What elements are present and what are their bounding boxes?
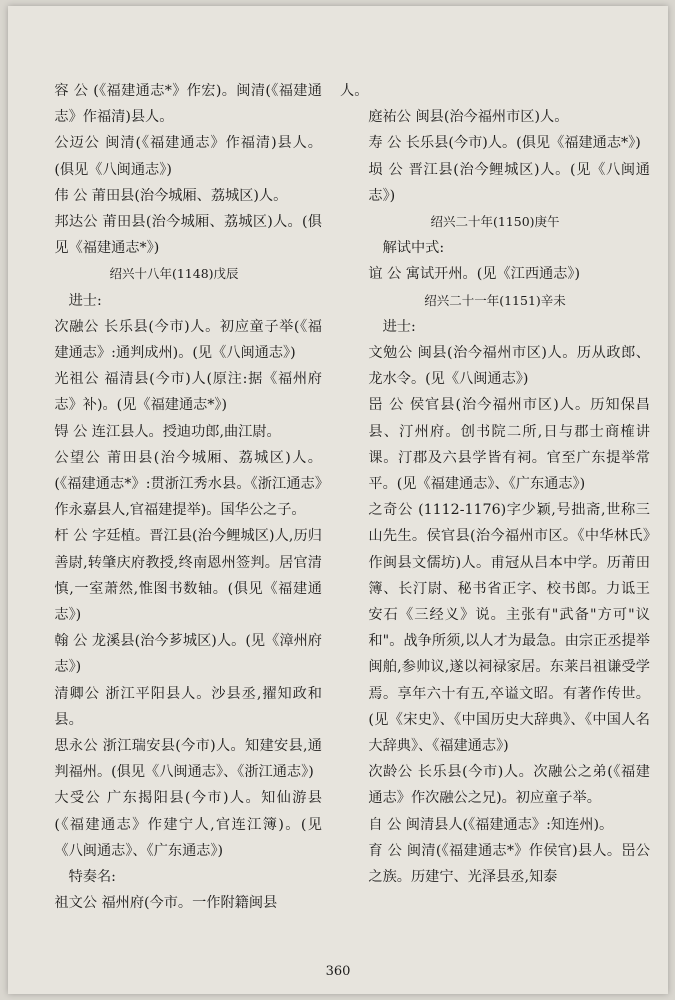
entry-qingqing-gong: 清卿公 浙江平阳县人。沙县丞,擢知政和县。 — [54, 685, 322, 728]
entry-chi-gong: 锝 公 连江县人。授迪功郎,曲江尉。 — [54, 423, 281, 440]
book-page — [8, 6, 668, 994]
entry-gan-gong: 杆 公 字廷植。晋江县(治今鲤城区)人,历归善尉,转肇庆府教授,终南恩州签判。居官清慎,一室萧然,惟图书数轴。(俱见《福建通志》) — [54, 528, 322, 624]
entry-yu-gong: 育 公 闽清(《福建通志*》作侯官)县人。岊公之族。历建宁、光泽县丞,知泰 — [368, 842, 650, 886]
entry-zuwen-gong: 祖文公 福州府(今市。一作附籍闽县 — [54, 895, 278, 912]
subheading-jieshi: 解试中式: — [382, 240, 445, 257]
entry-jie-gong: 岊 公 侯官县(治今福州市区)人。历知保昌县、汀州府。创书院二所,日与郡士商榷讲课。汀郡及六县学皆有祠。官至广东提举常平。(见《福建通志》、《广东通志》) — [368, 397, 650, 493]
entry-zhiqi-gong: 之奇公 (1112-1176)字少颖,号拙斋,世称三山先生。侯官县(治今福州市区。《中华林氏》作闽县文儒坊)人。甫冠从吕本中学。历莆田簿、长汀尉、秘书省正字、校书郎。力诋王安石《三经义》说。主张有"武备"方可"议和"。战争所须,以人才为最急。由宗正丞提举闽舶,参帅议,遂以祠禄家居。东莱吕祖谦受学焉。享年六十有五,卒谥文昭。有著作传世。(见《宋史》、《中国历史大辞典》、《中国人名大辞典》、《福建通志》) — [368, 502, 650, 755]
entry-siyong-gong: 思永公 浙江瑞安县(今市)人。知建安县,通判福州。(俱见《八闽通志》、《浙江通志》) — [54, 738, 322, 781]
continuation-line: 人。 — [340, 83, 369, 99]
year-heading-1150: 绍兴二十年(1150)庚午 — [430, 214, 560, 230]
subheading-tezouming: 特奏名: — [68, 869, 116, 886]
entry-tingyou-gong: 庭祐公 闽县(治今福州市区)人。 — [368, 109, 569, 126]
right-column — [340, 78, 650, 890]
entry-gongmai-gong: 公迈公 闽清(《福建通志》作福清)县人。(俱见《八闽通志》) — [54, 135, 322, 178]
page-number: 360 — [325, 964, 351, 979]
entry-ciling-gong: 次龄公 长乐县(今市)人。次融公之弟(《福建通志》作次融公之兄)。初应童子举。 — [368, 764, 650, 807]
entry-wei-gong: 伟 公 莆田县(治今城厢、荔城区)人。 — [54, 187, 288, 204]
entry-wenmian-gong: 文勉公 闽县(治今福州市区)人。历从政郎、龙水令。(见《八闽通志》) — [368, 345, 650, 388]
entry-guangzu-gong: 光祖公 福清县(今市)人(原注:据《福州府志》补)。(见《福建通志*》) — [54, 371, 322, 414]
entry-shou-gong: 寿 公 长乐县(今市)人。(俱见《福建通志*》) — [368, 135, 641, 152]
entry-xun-gong: 埙 公 晋江县(治今鲤城区)人。(见《八闽通志》) — [368, 161, 650, 204]
entry-han-gong: 翰 公 龙溪县(治今芗城区)人。(见《漳州府志》) — [54, 633, 322, 676]
entry-dashou-gong: 大受公 广东揭阳县(今市)人。知仙游县(《福建通志》作建宁人,官连江簿)。(见《八闽通志》、《广东通志》) — [54, 790, 322, 859]
year-heading-1148: 绍兴十八年(1148)戊辰 — [109, 266, 239, 282]
entry-yi-gong: 谊 公 寓试开州。(见《江西通志》) — [368, 266, 581, 283]
entry-gongwang-gong: 公望公 莆田县(治今城厢、荔城区)人。(《福建通志*》:贯浙江秀水县。《浙江通志》作永嘉县人,官福建提举)。国华公之子。 — [54, 449, 322, 519]
entry-bangda-gong: 邦达公 莆田县(治今城厢、荔城区)人。(俱见《福建通志*》) — [54, 214, 322, 257]
entry-rong-gong: 容 公 (《福建通志*》作宏)。闽清(《福建通志》作福清)县人。 — [54, 83, 322, 126]
left-column — [26, 78, 322, 917]
subheading-jinshi: 进士: — [68, 292, 102, 309]
subheading-jinshi-2: 进士: — [382, 318, 416, 335]
entry-zi-gong: 自 公 闽清县人(《福建通志》:知连州)。 — [368, 816, 614, 833]
year-heading-1151: 绍兴二十一年(1151)辛未 — [424, 292, 566, 308]
entry-cirong-gong: 次融公 长乐县(今市)人。初应童子举(《福建通志》:通判成州)。(见《八闽通志》) — [54, 318, 322, 362]
